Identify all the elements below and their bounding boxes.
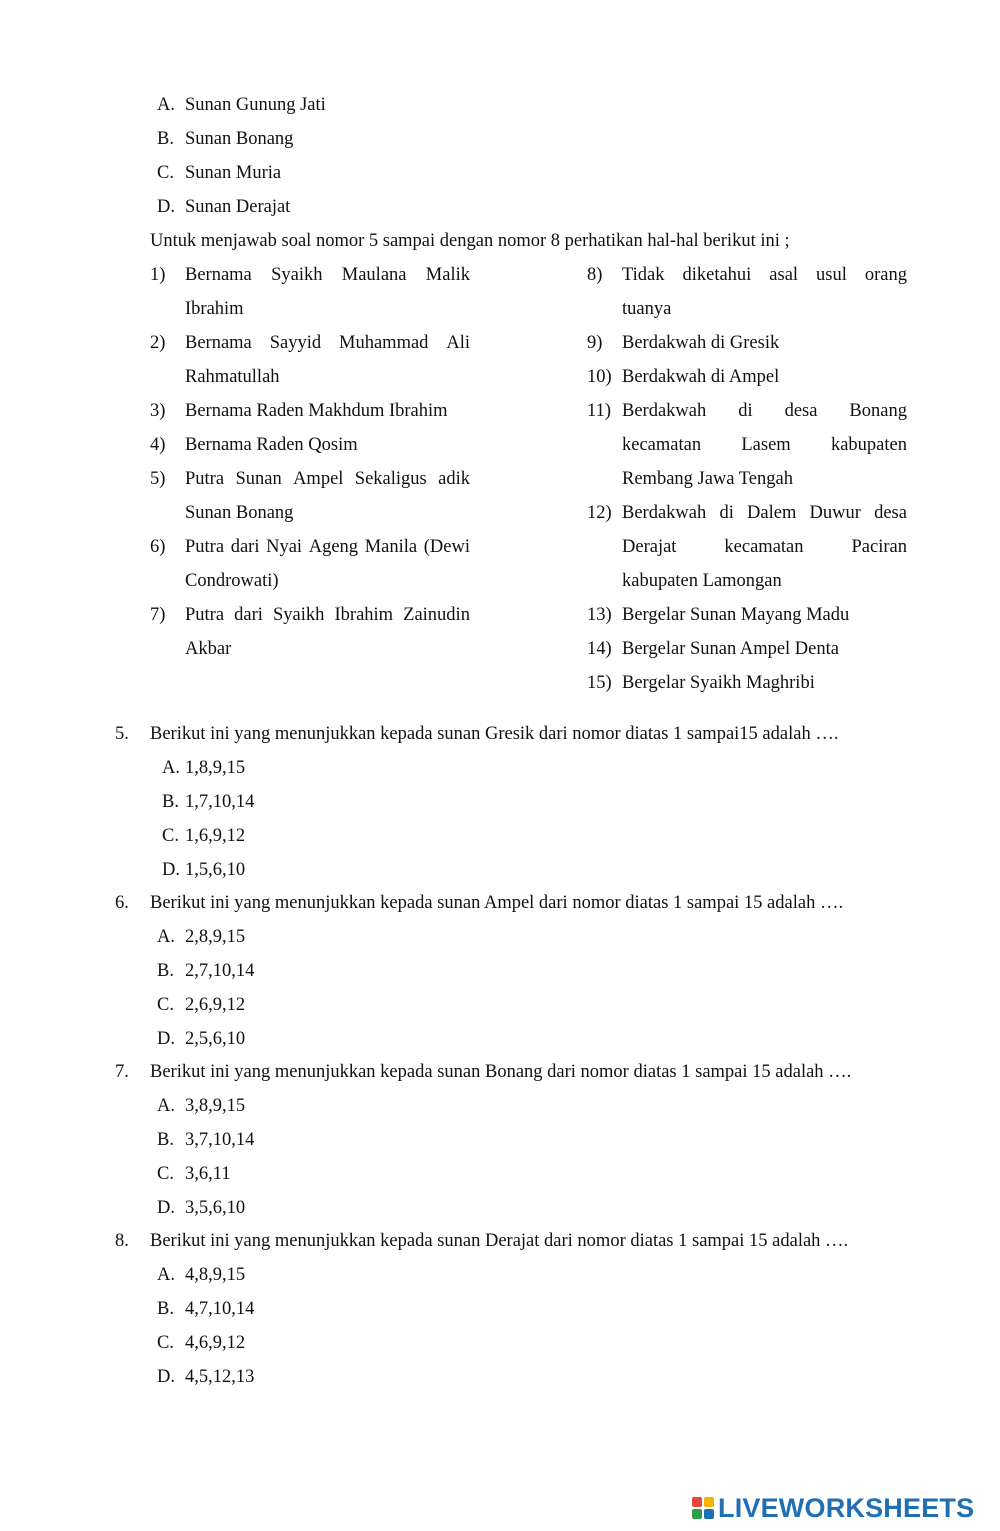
option-letter: C. (157, 1164, 174, 1184)
option-letter: D. (157, 197, 175, 217)
option-letter: C. (157, 995, 174, 1015)
fact-number: 9) (587, 333, 603, 353)
q5-option-d[interactable]: 1,5,6,10 (185, 860, 246, 880)
q6-option-b[interactable]: 2,7,10,14 (185, 961, 255, 981)
option-letter: A. (157, 927, 175, 947)
option-letter: B. (157, 1299, 174, 1319)
fact-12-line-3: kabupaten Lamongan (622, 571, 782, 591)
fact-number: 14) (587, 639, 612, 659)
fact-number: 6) (150, 537, 166, 557)
question-8-text: Berikut ini yang menunjukkan kepada sunan Derajat dari nomor diatas 1 sampai 15 adalah …. (150, 1231, 849, 1251)
fact-number: 10) (587, 367, 612, 387)
option-letter: C. (157, 1333, 174, 1353)
fact-number: 12) (587, 503, 612, 523)
q7-option-d[interactable]: 3,5,6,10 (185, 1198, 246, 1218)
q4-option-d[interactable]: Sunan Derajat (185, 197, 291, 217)
fact-2-line-2: Rahmatullah (185, 367, 280, 387)
fact-3-line-1: Bernama Raden Makhdum Ibrahim (185, 401, 448, 421)
option-letter: D. (162, 860, 180, 880)
liveworksheets-logo (692, 1493, 974, 1523)
option-letter: C. (162, 826, 179, 846)
fact-number: 3) (150, 401, 166, 421)
fact-number: 2) (150, 333, 166, 353)
option-letter: B. (157, 129, 174, 149)
fact-1-line-2: Ibrahim (185, 299, 244, 319)
q8-option-b[interactable]: 4,7,10,14 (185, 1299, 255, 1319)
liveworksheets-logo-text: LIVEWORKSHEETS (718, 1492, 975, 1523)
instruction-text: Untuk menjawab soal nomor 5 sampai dengan nomor 8 perhatikan hal-hal berikut ini ; (150, 231, 790, 251)
option-letter: D. (157, 1029, 175, 1049)
fact-9-line-1: Berdakwah di Gresik (622, 333, 780, 353)
question-number: 6. (115, 893, 129, 913)
fact-number: 15) (587, 673, 612, 693)
fact-1-line-1: Bernama Syaikh Maulana Malik (185, 265, 470, 285)
fact-10-line-1: Berdakwah di Ampel (622, 367, 780, 387)
fact-11-line-2: kecamatan Lasem kabupaten (622, 435, 907, 455)
fact-7-line-2: Akbar (185, 639, 232, 659)
option-letter: D. (157, 1198, 175, 1218)
q5-option-a[interactable]: 1,8,9,15 (185, 758, 246, 778)
fact-number: 1) (150, 265, 166, 285)
q6-option-c[interactable]: 2,6,9,12 (185, 995, 246, 1015)
fact-number: 5) (150, 469, 166, 489)
q4-option-b[interactable]: Sunan Bonang (185, 129, 294, 149)
question-6-text: Berikut ini yang menunjukkan kepada sunan Ampel dari nomor diatas 1 sampai 15 adalah …. (150, 893, 844, 913)
fact-7-line-1: Putra dari Syaikh Ibrahim Zainudin (185, 605, 470, 625)
fact-8-line-2: tuanya (622, 299, 672, 319)
q8-option-c[interactable]: 4,6,9,12 (185, 1333, 246, 1353)
q5-option-b[interactable]: 1,7,10,14 (185, 792, 255, 812)
fact-13-line-1: Bergelar Sunan Mayang Madu (622, 605, 850, 625)
fact-5-line-2: Sunan Bonang (185, 503, 294, 523)
fact-8-line-1: Tidak diketahui asal usul orang (622, 265, 907, 285)
option-letter: B. (157, 1130, 174, 1150)
q4-option-a[interactable]: Sunan Gunung Jati (185, 95, 326, 115)
fact-11-line-1: Berdakwah di desa Bonang (622, 401, 907, 421)
question-7-text: Berikut ini yang menunjukkan kepada sunan Bonang dari nomor diatas 1 sampai 15 adalah …. (150, 1062, 852, 1082)
fact-5-line-1: Putra Sunan Ampel Sekaligus adik (185, 469, 470, 489)
fact-6-line-2: Condrowati) (185, 571, 279, 591)
fact-number: 13) (587, 605, 612, 625)
option-letter: B. (157, 961, 174, 981)
fact-14-line-1: Bergelar Sunan Ampel Denta (622, 639, 839, 659)
option-letter: A. (162, 758, 180, 778)
question-number: 5. (115, 724, 129, 744)
fact-number: 7) (150, 605, 166, 625)
option-letter: A. (157, 1096, 175, 1116)
liveworksheets-logo-icon (692, 1497, 714, 1519)
q6-option-a[interactable]: 2,8,9,15 (185, 927, 246, 947)
fact-number: 4) (150, 435, 166, 455)
question-number: 7. (115, 1062, 129, 1082)
fact-15-line-1: Bergelar Syaikh Maghribi (622, 673, 815, 693)
fact-12-line-2: Derajat kecamatan Paciran (622, 537, 907, 557)
q8-option-a[interactable]: 4,8,9,15 (185, 1265, 246, 1285)
question-number: 8. (115, 1231, 129, 1251)
logo-tile (692, 1509, 702, 1519)
option-letter: C. (157, 163, 174, 183)
q4-option-c[interactable]: Sunan Muria (185, 163, 282, 183)
fact-12-line-1: Berdakwah di Dalem Duwur desa (622, 503, 907, 523)
logo-tile (704, 1509, 714, 1519)
fact-number: 11) (587, 401, 611, 421)
logo-tile (692, 1497, 702, 1507)
q7-option-c[interactable]: 3,6,11 (185, 1164, 231, 1184)
option-letter: A. (157, 1265, 175, 1285)
q7-option-a[interactable]: 3,8,9,15 (185, 1096, 246, 1116)
q5-option-c[interactable]: 1,6,9,12 (185, 826, 246, 846)
fact-number: 8) (587, 265, 603, 285)
fact-6-line-1: Putra dari Nyai Ageng Manila (Dewi (185, 537, 470, 557)
fact-4-line-1: Bernama Raden Qosim (185, 435, 358, 455)
option-letter: A. (157, 95, 175, 115)
fact-11-line-3: Rembang Jawa Tengah (622, 469, 793, 489)
q7-option-b[interactable]: 3,7,10,14 (185, 1130, 255, 1150)
fact-2-line-1: Bernama Sayyid Muhammad Ali (185, 333, 470, 353)
q6-option-d[interactable]: 2,5,6,10 (185, 1029, 246, 1049)
option-letter: D. (157, 1367, 175, 1387)
q8-option-d[interactable]: 4,5,12,13 (185, 1367, 255, 1387)
logo-tile (704, 1497, 714, 1507)
question-5-text: Berikut ini yang menunjukkan kepada sunan Gresik dari nomor diatas 1 sampai15 adalah …. (150, 724, 839, 744)
option-letter: B. (162, 792, 179, 812)
